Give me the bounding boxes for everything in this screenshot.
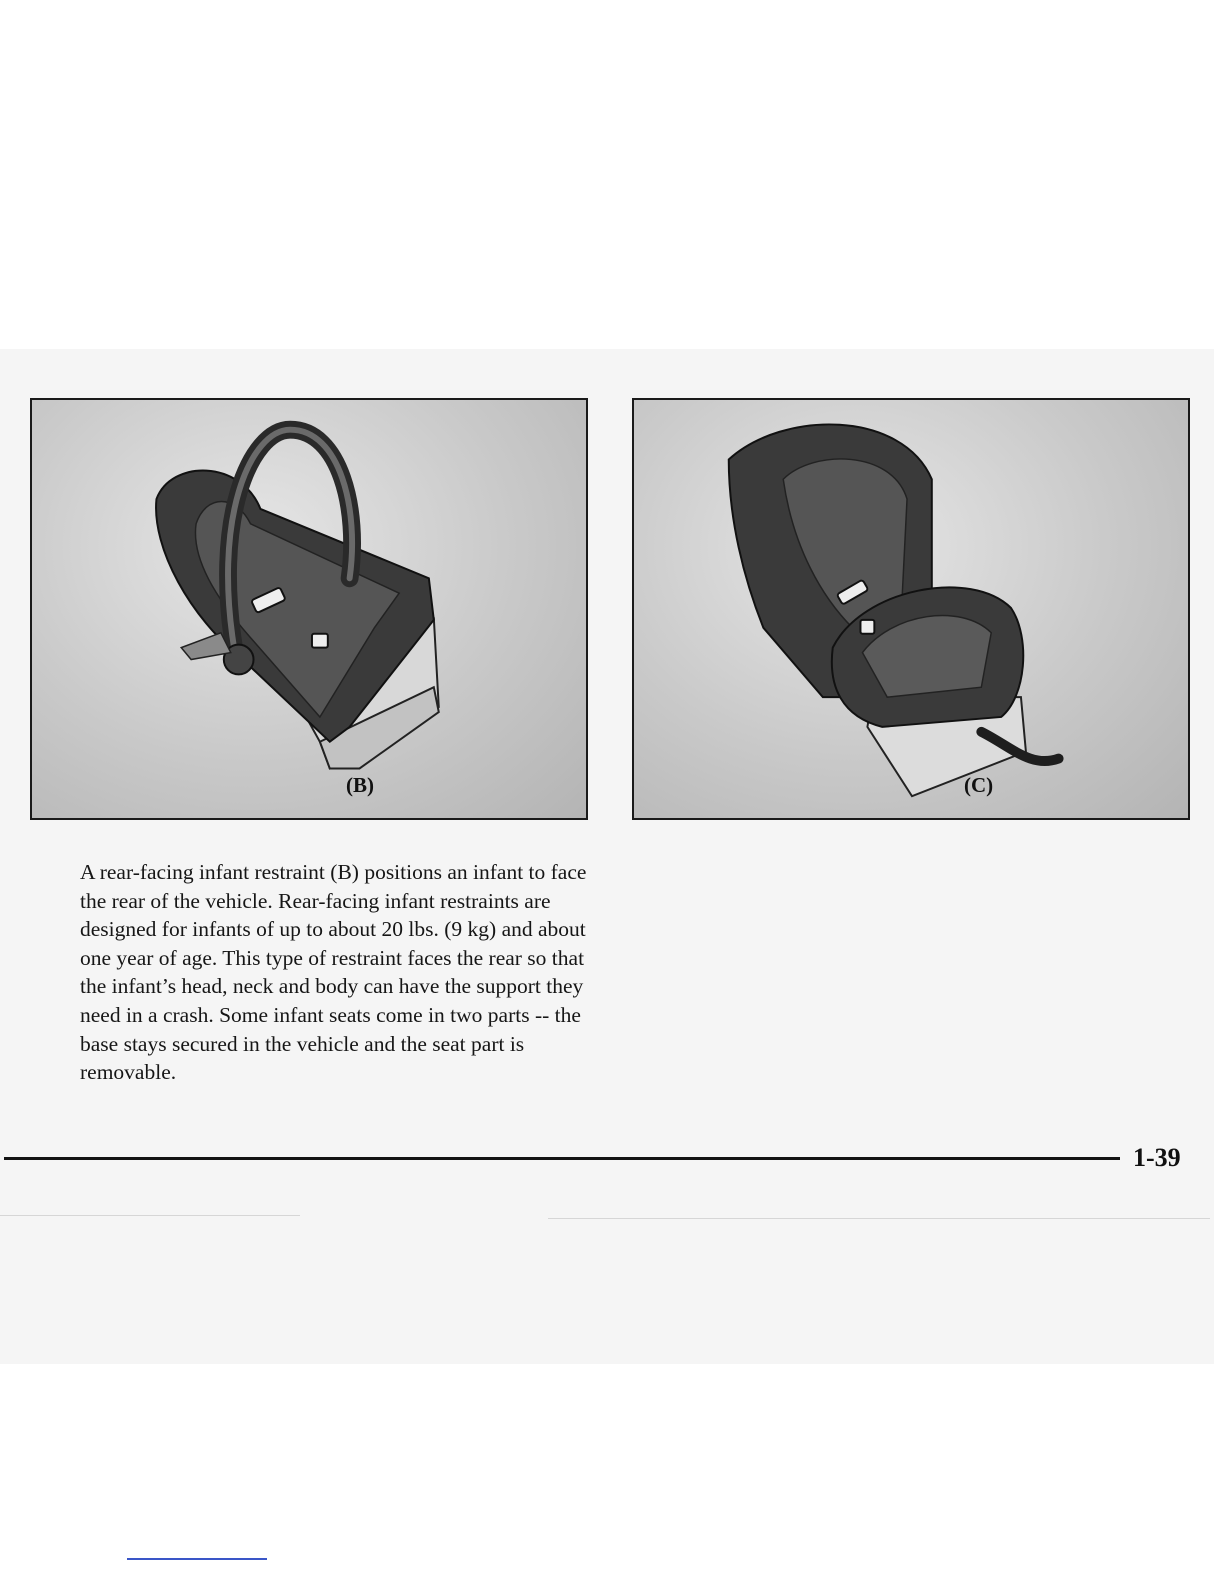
convertible-seat-icon	[634, 400, 1188, 818]
page-number: 1-39	[1133, 1143, 1181, 1172]
scan-artifact-blue-line	[127, 1558, 267, 1560]
scan-artifact-line	[0, 1215, 300, 1216]
figure-label-b: (B)	[346, 773, 374, 797]
figure-convertible-restraint	[632, 398, 1190, 820]
body-paragraph: A rear-facing infant restraint (B) positions an infant to face the rear of the vehicle. Rear-facing infant restraints are designed for infants of up to about 20 lbs. (9 kg) and about one year of age. This type of restraint faces the rear so that the infant’s head, neck and body can have the support they need in a crash. Some infant seats come in two parts -- the base stays secured in the vehicle and the seat part is removable.	[80, 860, 587, 1085]
infant-seat-icon	[32, 400, 586, 818]
figure-infant-restraint	[30, 398, 588, 820]
figure-label-c: (C)	[964, 773, 994, 797]
footer-rule	[4, 1157, 1120, 1160]
scan-artifact-line	[548, 1218, 1210, 1219]
